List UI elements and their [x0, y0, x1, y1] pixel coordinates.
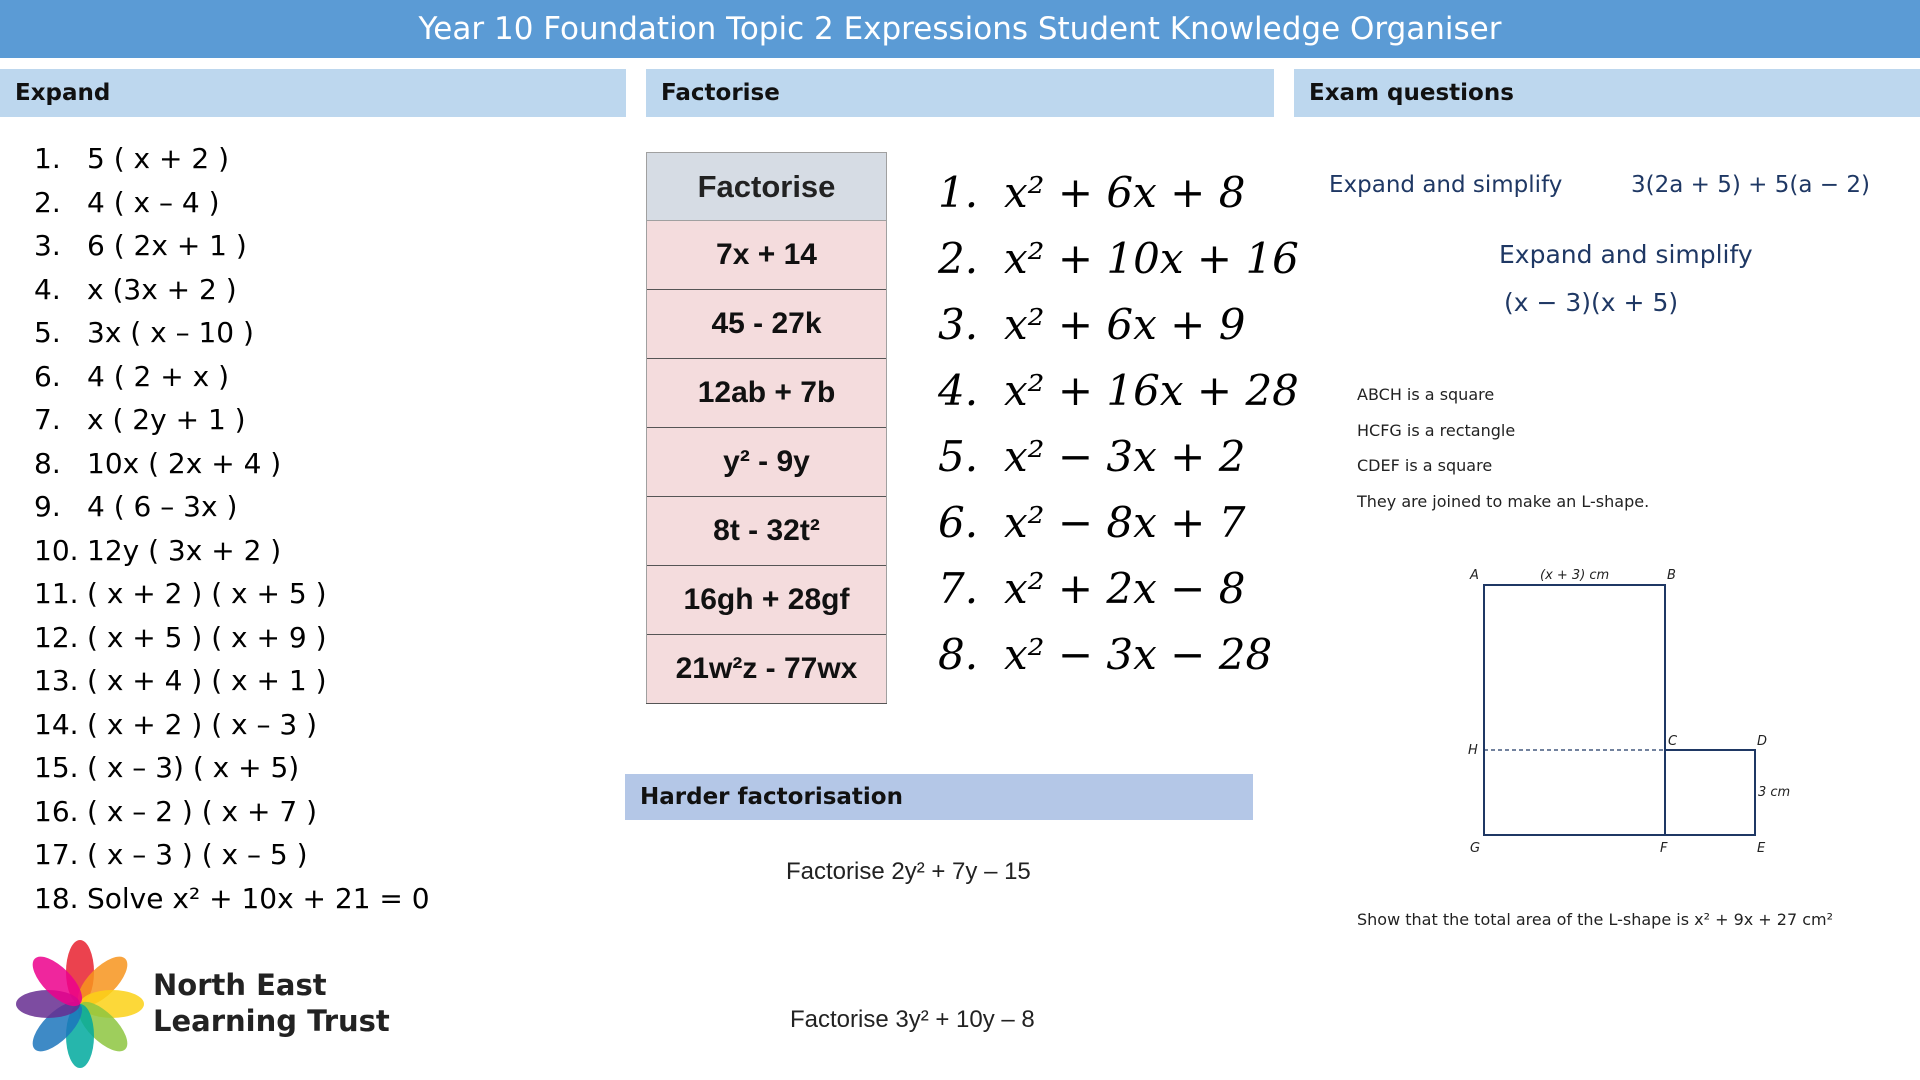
list-item: 12. ( x + 5 ) ( x + 9 )	[34, 620, 327, 654]
page-title: Year 10 Foundation Topic 2 Expressions Student Knowledge Organiser	[0, 0, 1920, 58]
section-header-exam: Exam questions	[1294, 69, 1920, 117]
harder-question-2: Factorise 3y² + 10y – 8	[790, 1006, 1035, 1033]
exam-q2-expression: (x − 3)(x + 5)	[1504, 288, 1679, 317]
point-g-label: G	[1470, 841, 1481, 856]
list-item: 14. ( x + 2 ) ( x – 3 )	[34, 707, 318, 741]
square-abch	[1484, 585, 1665, 835]
list-item: 6. 4 ( 2 + x )	[34, 359, 230, 393]
list-item: 10. 12y ( 3x + 2 )	[34, 533, 282, 567]
logo-text-line-2: Learning Trust	[153, 1004, 390, 1038]
shape-description-1: ABCH is a square	[1357, 385, 1495, 404]
list-item: 7. x ( 2y + 1 )	[34, 403, 246, 436]
point-b-label: B	[1667, 568, 1676, 583]
point-d-label: D	[1757, 734, 1768, 749]
logo-text-line-1: North East	[153, 968, 327, 1002]
list-item: 11. ( x + 2 ) ( x + 5 )	[34, 577, 327, 610]
list-item: 7. x² + 2x − 8	[938, 564, 1246, 613]
shape-description-2: HCFG is a rectangle	[1357, 421, 1516, 440]
shape-description-4: They are joined to make an L-shape.	[1357, 492, 1650, 511]
expand-list	[34, 137, 430, 920]
list-item: 6. x² − 8x + 7	[938, 498, 1246, 547]
side-dimension-label: 3 cm	[1758, 785, 1791, 800]
table-header: Factorise	[647, 153, 887, 221]
l-shape-diagram	[1460, 560, 1791, 860]
list-item: 2. 4 ( x – 4 )	[34, 185, 220, 219]
list-item: 17. ( x – 3 ) ( x – 5 )	[34, 838, 308, 871]
north-east-learning-trust-logo-icon	[12, 938, 152, 1070]
factorise-table	[646, 152, 887, 704]
table-row: 16gh + 28gf	[647, 566, 887, 635]
shape-description-3: CDEF is a square	[1357, 456, 1493, 475]
list-item: 4. x (3x + 2 )	[34, 272, 237, 306]
list-item: 3. 6 ( 2x + 1 )	[34, 229, 247, 262]
point-h-label: H	[1468, 743, 1478, 758]
top-dimension-label: (x + 3) cm	[1540, 568, 1610, 583]
list-item: 4. x² + 16x + 28	[938, 366, 1299, 415]
table-row: 8t - 32t²	[647, 497, 887, 566]
list-item: 13. ( x + 4 ) ( x + 1 )	[34, 664, 327, 697]
show-area-question: Show that the total area of the L-shape is x² + 9x + 27 cm²	[1357, 910, 1834, 929]
quadratic-list	[938, 160, 1299, 688]
list-item: 1. x² + 6x + 8	[938, 168, 1246, 217]
list-item: 2. x² + 10x + 16	[938, 234, 1299, 283]
square-cdef	[1665, 750, 1755, 835]
list-item: 18. Solve x² + 10x + 21 = 0	[34, 881, 430, 915]
table-row: 7x + 14	[647, 221, 887, 290]
table-row: 12ab + 7b	[647, 359, 887, 428]
point-c-label: C	[1668, 734, 1678, 749]
section-header-factorise: Factorise	[646, 69, 1274, 117]
table-row: 21w²z - 77wx	[647, 635, 887, 704]
list-item: 8. 10x ( 2x + 4 )	[34, 446, 282, 480]
exam-q1-label: Expand and simplify	[1329, 172, 1563, 198]
point-f-label: F	[1660, 841, 1668, 856]
harder-question-1: Factorise 2y² + 7y – 15	[786, 858, 1031, 885]
exam-q2-label: Expand and simplify	[1499, 240, 1753, 269]
list-item: 5. x² − 3x + 2	[938, 432, 1246, 481]
table-row: 45 - 27k	[647, 290, 887, 359]
section-header-harder: Harder factorisation	[625, 774, 1253, 820]
exam-q1-expression: 3(2a + 5) + 5(a − 2)	[1631, 172, 1870, 198]
list-item: 15. ( x – 3) ( x + 5)	[34, 751, 300, 784]
list-item: 3. x² + 6x + 9	[938, 300, 1246, 349]
list-item: 5. 3x ( x – 10 )	[34, 316, 254, 349]
list-item: 8. x² − 3x − 28	[938, 630, 1273, 679]
list-item: 9. 4 ( 6 – 3x )	[34, 490, 238, 523]
point-e-label: E	[1757, 841, 1766, 856]
table-row: y² - 9y	[647, 428, 887, 497]
list-item: 1. 5 ( x + 2 )	[34, 142, 230, 175]
point-a-label: A	[1470, 568, 1479, 583]
list-item: 16. ( x – 2 ) ( x + 7 )	[34, 794, 318, 828]
section-header-expand: Expand	[0, 69, 626, 117]
